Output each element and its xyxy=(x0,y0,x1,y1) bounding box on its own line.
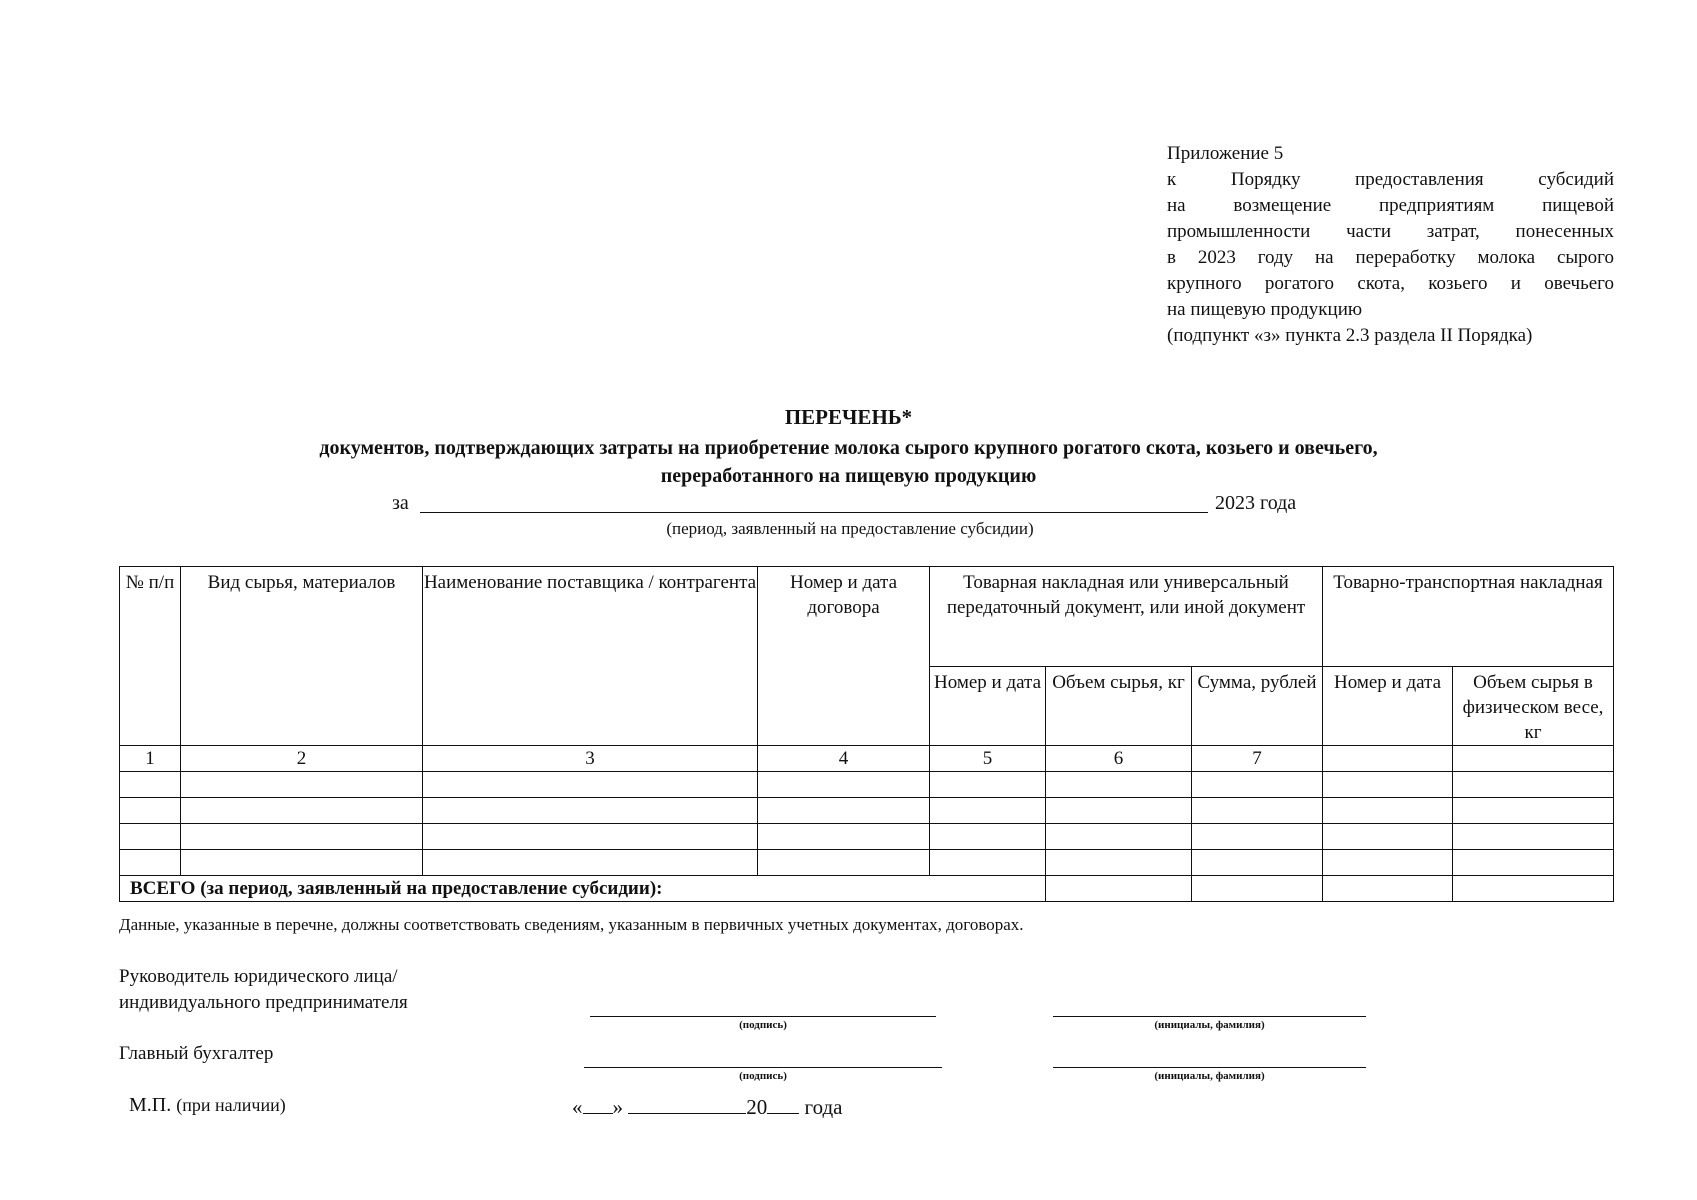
period-suffix: 2023 года xyxy=(1215,492,1297,514)
column-number: 4 xyxy=(758,746,930,772)
table-cell[interactable] xyxy=(1323,850,1453,876)
stamp-label xyxy=(129,1094,286,1117)
appendix-line: промышленности части затрат, понесенных xyxy=(1167,221,1614,242)
date-year-field[interactable] xyxy=(767,1093,799,1114)
column-number: 7 xyxy=(1192,746,1323,772)
table-cell[interactable] xyxy=(758,798,930,824)
column-number: 1 xyxy=(120,746,181,772)
appendix-line: крупного рогатого скота, козьего и овечьего xyxy=(1167,273,1614,294)
total-sum-cell[interactable] xyxy=(1192,876,1323,902)
document-subtitle-line-2: переработанного на пищевую продукцию xyxy=(660,465,1037,487)
table-cell[interactable] xyxy=(930,772,1046,798)
table-cell[interactable] xyxy=(930,850,1046,876)
period-fill-line[interactable] xyxy=(420,512,1208,513)
period-caption: (период, заявленный на предоставление субсидии) xyxy=(666,519,1034,538)
date-suffix: года xyxy=(804,1095,843,1119)
header-tt-volume: Объем сырья в физическом весе, кг xyxy=(1453,667,1614,746)
table-cell[interactable] xyxy=(1453,772,1614,798)
table-cell[interactable] xyxy=(1046,772,1192,798)
head-label-line-2: индивидуального предпринимателя xyxy=(119,992,408,1013)
header-no: № п/п xyxy=(120,567,181,746)
total-tt-number-cell[interactable] xyxy=(1323,876,1453,902)
header-transport-group: Товарно-транспортная накладная xyxy=(1323,567,1614,667)
table-cell[interactable] xyxy=(1046,798,1192,824)
header-material: Вид сырья, материалов xyxy=(181,567,423,746)
documents-table xyxy=(119,566,1614,902)
appendix-line: к Порядку предоставления субсидий xyxy=(1167,169,1614,190)
header-number-date: Номер и дата xyxy=(930,667,1046,746)
total-tt-volume-cell[interactable] xyxy=(1453,876,1614,902)
header-tt-number-date: Номер и дата xyxy=(1323,667,1453,746)
table-cell[interactable] xyxy=(1323,798,1453,824)
date-day-field[interactable] xyxy=(583,1093,613,1114)
date-open-quote: « xyxy=(572,1095,583,1119)
column-number: 2 xyxy=(181,746,423,772)
head-signature-line[interactable] xyxy=(590,1016,936,1017)
total-volume-cell[interactable] xyxy=(1046,876,1192,902)
head-label-line-1: Руководитель юридического лица/ xyxy=(119,966,398,987)
table-row xyxy=(120,824,1614,850)
table-cell[interactable] xyxy=(181,798,423,824)
table-cell[interactable] xyxy=(1453,798,1614,824)
stamp-note: (при наличии) xyxy=(176,1095,286,1115)
header-supplier: Наименование поставщика / контрагента xyxy=(423,567,758,746)
document-title: ПЕРЕЧЕНЬ* xyxy=(784,405,913,429)
appendix-line: Приложение 5 xyxy=(1167,143,1284,164)
header-sum: Сумма, рублей xyxy=(1192,667,1323,746)
table-cell[interactable] xyxy=(423,850,758,876)
table-cell[interactable] xyxy=(120,824,181,850)
header-invoice-group: Товарная накладная или универсальный передаточный документ, или иной документ xyxy=(930,567,1323,667)
table-cell[interactable] xyxy=(120,850,181,876)
header-contract: Номер и дата договора xyxy=(758,567,930,746)
date-line xyxy=(572,1093,843,1120)
table-cell[interactable] xyxy=(120,798,181,824)
table-cell[interactable] xyxy=(423,798,758,824)
table-cell[interactable] xyxy=(1192,824,1323,850)
appendix-line: на возмещение предприятиям пищевой xyxy=(1167,195,1614,216)
table-cell[interactable] xyxy=(1192,850,1323,876)
table-cell[interactable] xyxy=(181,850,423,876)
accountant-signature-line[interactable] xyxy=(584,1067,942,1068)
date-close-quote: » xyxy=(612,1095,623,1119)
accountant-signature-caption: (подпись) xyxy=(739,1070,787,1082)
table-cell[interactable] xyxy=(1453,824,1614,850)
table-row xyxy=(120,798,1614,824)
column-number xyxy=(1453,746,1614,772)
table-cell[interactable] xyxy=(181,772,423,798)
table-cell[interactable] xyxy=(758,824,930,850)
column-number xyxy=(1323,746,1453,772)
table-cell[interactable] xyxy=(423,824,758,850)
total-label: ВСЕГО (за период, заявленный на предоставление субсидии): xyxy=(120,876,1046,902)
table-cell[interactable] xyxy=(930,824,1046,850)
column-number: 5 xyxy=(930,746,1046,772)
stamp-text: М.П. xyxy=(129,1094,172,1116)
table-cell[interactable] xyxy=(181,824,423,850)
table-row xyxy=(120,850,1614,876)
accountant-name-line[interactable] xyxy=(1053,1067,1366,1068)
table-row xyxy=(120,772,1614,798)
head-signature-caption: (подпись) xyxy=(739,1019,787,1031)
table-cell[interactable] xyxy=(120,772,181,798)
total-row xyxy=(120,876,1614,902)
table-cell[interactable] xyxy=(423,772,758,798)
date-century: 20 xyxy=(746,1095,768,1119)
period-prefix: за xyxy=(392,492,409,514)
column-number: 3 xyxy=(423,746,758,772)
date-month-field[interactable] xyxy=(628,1093,746,1114)
header-volume: Объем сырья, кг xyxy=(1046,667,1192,746)
table-cell[interactable] xyxy=(758,850,930,876)
appendix-line: в 2023 году на переработку молока сырого xyxy=(1167,247,1614,268)
head-name-caption: (инициалы, фамилия) xyxy=(1154,1019,1265,1031)
document-subtitle-line-1: документов, подтверждающих затраты на приобретение молока сырого крупного рогатого скота, козьего и овечьего, xyxy=(319,437,1378,459)
table-cell[interactable] xyxy=(930,798,1046,824)
table-cell[interactable] xyxy=(1323,772,1453,798)
appendix-line: на пищевую продукцию xyxy=(1167,299,1363,320)
table-cell[interactable] xyxy=(1323,824,1453,850)
appendix-block xyxy=(1167,141,1614,349)
appendix-line: (подпункт «з» пункта 2.3 раздела II Порядка) xyxy=(1167,325,1533,346)
head-name-line[interactable] xyxy=(1053,1016,1366,1017)
table-cell[interactable] xyxy=(1046,824,1192,850)
table-cell[interactable] xyxy=(1192,772,1323,798)
column-number: 6 xyxy=(1046,746,1192,772)
table-cell[interactable] xyxy=(1192,798,1323,824)
table-cell[interactable] xyxy=(1046,850,1192,876)
table-cell[interactable] xyxy=(1453,850,1614,876)
accountant-label: Главный бухгалтер xyxy=(119,1043,274,1064)
accountant-name-caption: (инициалы, фамилия) xyxy=(1154,1070,1265,1082)
footnote: Данные, указанные в перечне, должны соответствовать сведениям, указанным в первичных учетных документах, договорах. xyxy=(119,915,1024,934)
table-cell[interactable] xyxy=(758,772,930,798)
